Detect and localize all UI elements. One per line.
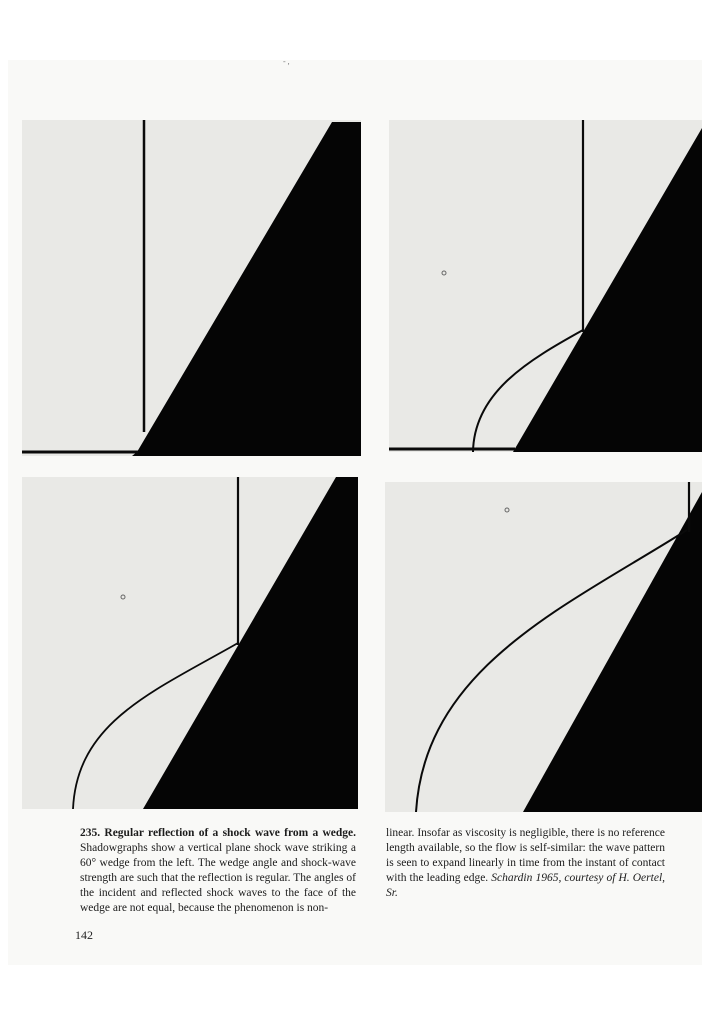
shadowgraph-panel-1 <box>22 120 361 456</box>
caption-column-2 <box>386 826 665 901</box>
shadowgraph-3-graphic <box>22 477 358 809</box>
caption-column-1 <box>80 826 356 916</box>
scan-mark: - , <box>283 57 290 66</box>
shadowgraph-panel-4 <box>385 482 702 812</box>
shadowgraph-1-graphic <box>22 120 361 456</box>
shadowgraph-2-graphic <box>389 120 702 452</box>
caption-body-2: linear. Insofar as viscosity is negligible, there is no reference length available, so the flow is self-similar: the wave pattern is seen to expand linearly in time from the instant of contact with the leading edge. <box>386 827 665 884</box>
caption-credit: Schardin 1965, courtesy of H. Oertel, Sr. <box>386 872 666 899</box>
page-number: 142 <box>75 928 93 942</box>
figure-title: Regular reflection of a shock wave from a wedge. <box>104 827 356 839</box>
caption-body-1: Shadowgraphs show a vertical plane shock wave striking a 60° wedge from the left. The wedge angle and shock-wave strength are such that the reflection is regular. The angles of the incident and reflected shock waves to the face of the wedge are not equal, because the phenomenon is non- <box>80 842 356 914</box>
shadowgraph-4-graphic <box>385 482 702 812</box>
shadowgraph-panel-2 <box>389 120 702 452</box>
figure-number: 235. <box>80 827 101 839</box>
shadowgraph-panel-3 <box>22 477 358 809</box>
